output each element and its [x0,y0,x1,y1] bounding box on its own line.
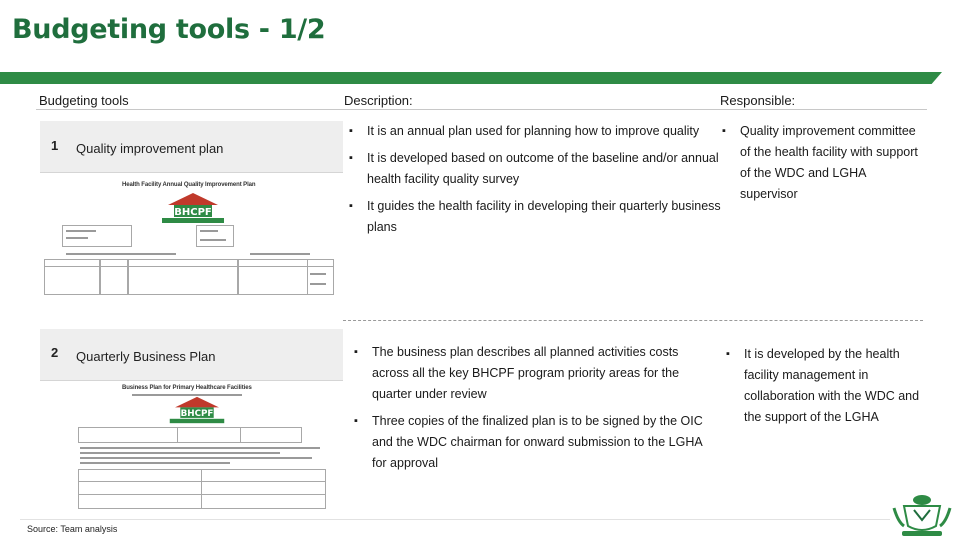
title-underline-bar [0,72,942,84]
form-line [310,283,326,285]
thumbnail-document-title: Business Plan for Primary Healthcare Facilities [122,385,252,391]
column-header-tools: Budgeting tools [39,93,129,108]
form-line [80,452,280,454]
responsible-item: ▪ It is developed by the health facility management in collaboration with the WDC and the support of the LGHA [724,344,924,428]
form-table-column [240,427,302,443]
description-item: ▪ It is developed based on outcome of the baseline and/or annual health facility quality survey [347,148,725,190]
form-table-column [44,259,100,295]
form-box [196,225,234,247]
page-title: Budgeting tools - 1/2 [12,14,326,45]
form-line [250,253,310,255]
form-line [80,457,312,459]
footer-divider [20,519,890,520]
form-table-column [100,259,128,295]
tool-number: 1 [51,138,59,153]
description-list-quality-improvement-plan [347,121,725,244]
description-item: ▪ Three copies of the finalized plan is to be signed by the OIC and the WDC chairman for onward submission to the LGHA for approval [352,411,714,474]
quarterly-business-plan-thumbnail [40,380,343,510]
tool-number: 2 [51,345,59,360]
logo-text: BHCPF [174,207,212,218]
source-note: Source: Team analysis [27,524,118,534]
column-header-description: Description: [344,93,413,108]
description-list-quarterly-business-plan [352,342,714,480]
tool-label: Quarterly Business Plan [76,349,216,364]
responsible-list-quarterly-business-plan [724,344,924,434]
form-line [310,273,326,275]
responsible-list-quality-improvement-plan [720,121,925,211]
form-line [66,230,96,232]
form-table-column [128,259,238,295]
form-line [80,447,320,449]
thumbnail-document-title: Health Facility Annual Quality Improvement Plan [122,182,256,188]
coat-of-arms-icon [890,492,954,538]
header-divider [36,109,927,110]
column-header-responsible: Responsible: [720,93,796,108]
form-line [80,462,230,464]
form-box [62,225,132,247]
description-item: ▪ The business plan describes all planned activities costs across all the key BHCPF program priority areas for the quarter under review [352,342,714,405]
form-table-row [78,481,326,495]
bhcpf-logo-icon [160,191,226,225]
form-table-column [238,259,308,295]
tool-header-quarterly-business-plan [40,329,343,380]
tool-label: Quality improvement plan [76,141,224,156]
logo-text: BHCPF [180,409,214,420]
form-line [200,230,218,232]
responsible-item: ▪ Quality improvement committee of the health facility with support of the WDC and LGHA supervisor [720,121,925,205]
form-line [66,237,88,239]
form-line [66,253,176,255]
description-item: ▪ It is an annual plan used for planning how to improve quality [347,121,725,142]
form-table-column [78,427,178,443]
bhcpf-logo-icon [168,395,226,425]
form-line [200,239,226,241]
quality-improvement-plan-thumbnail [40,172,343,298]
description-item: ▪ It guides the health facility in developing their quarterly business plans [347,196,725,238]
tool-header-quality-improvement-plan [40,121,343,172]
row-divider [343,320,923,321]
